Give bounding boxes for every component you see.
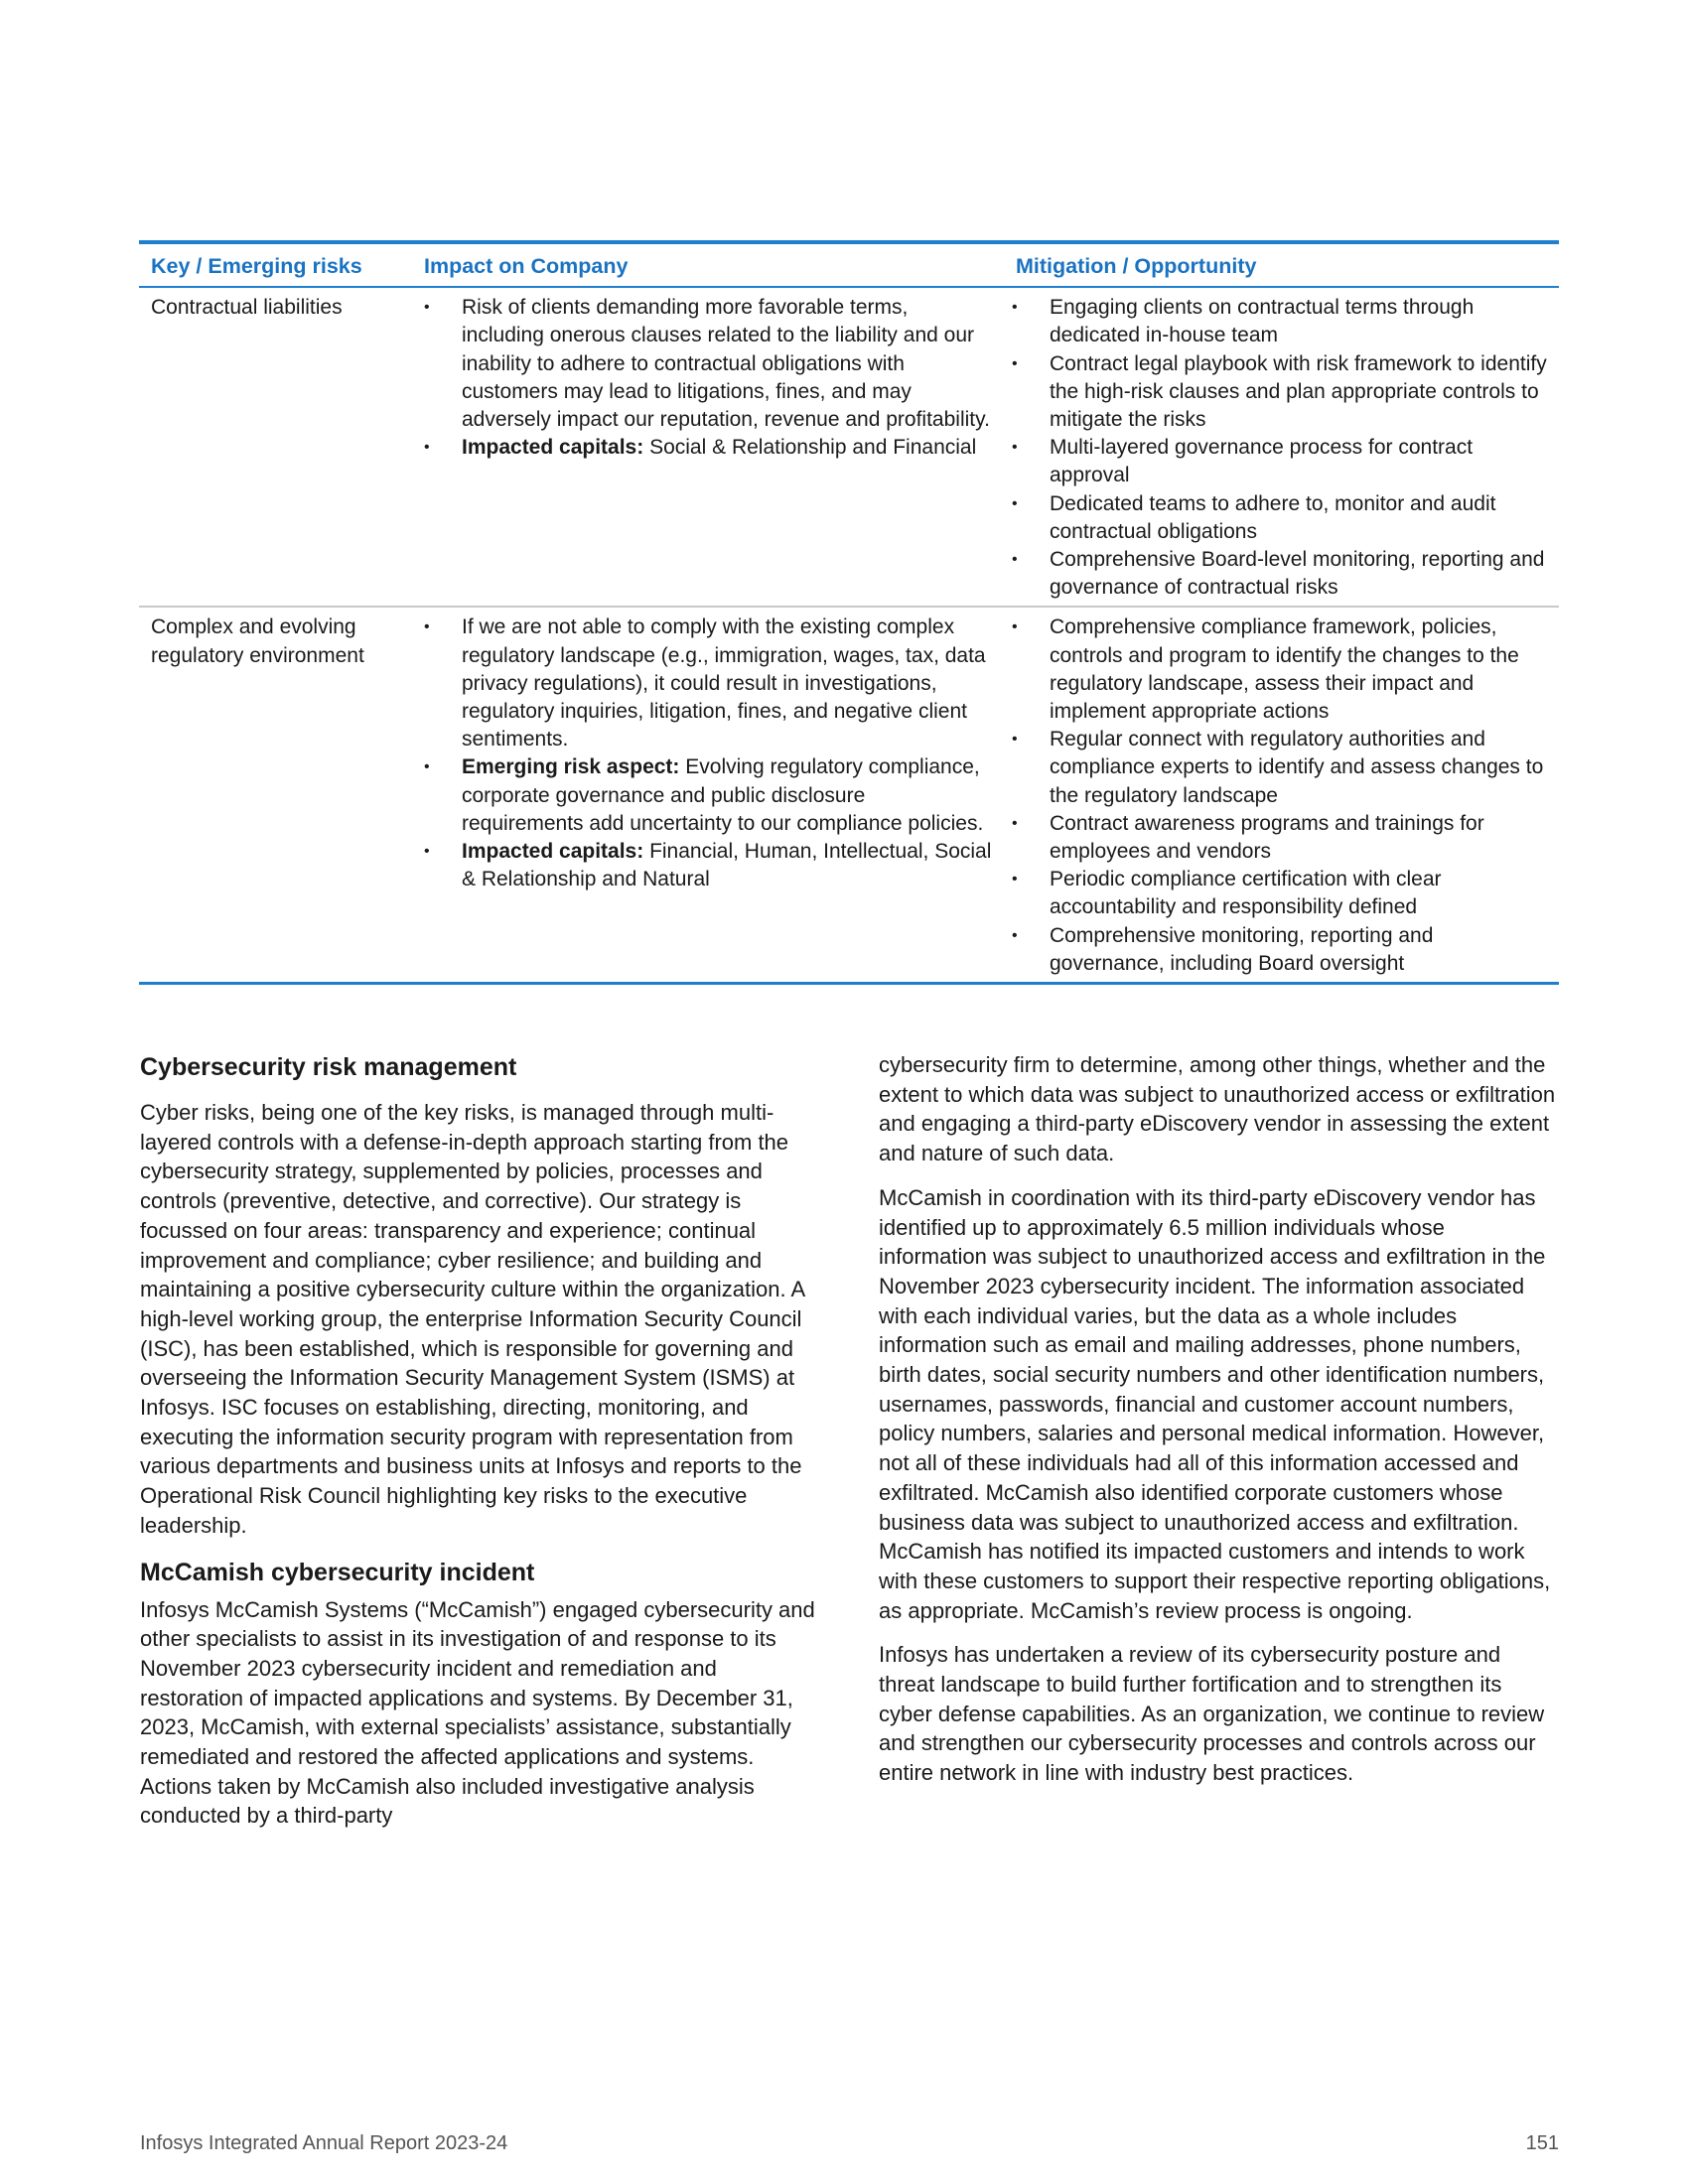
mitigation-item: • Multi-layered governance process for contract approval: [1050, 434, 1551, 489]
mitigation-item: • Regular connect with regulatory authorities and compliance experts to identify and assess changes to the regulatory landscape: [1050, 726, 1551, 810]
mitigation-item: • Comprehensive compliance framework, policies, controls and program to identify the changes to the regulatory landscape, assess their impact and implement appropriate actions: [1050, 614, 1551, 726]
risk-name: Complex and evolving regulatory environment: [139, 607, 400, 983]
header-impact: Impact on Company: [400, 242, 1000, 287]
mitigation-item: • Contract legal playbook with risk framework to identify the high-risk clauses and plan appropriate controls to mitigate the risks: [1050, 350, 1551, 435]
mitigation-item: • Comprehensive Board-level monitoring, reporting and governance of contractual risks: [1050, 546, 1551, 602]
table-row: [139, 287, 1559, 607]
mitigation-cell: [1000, 607, 1559, 983]
body-paragraph: Infosys McCamish Systems (“McCamish”) engaged cybersecurity and other specialists to assist in its investigation of and response to its November 2023 cybersecurity incident and remediation and restoration of impacted applications and systems. By December 31, 2023, McCamish, with external specialists’ assistance, substantially remediated and restored the affected applications and systems. Actions taken by McCamish also included investigative analysis conducted by a third-party: [140, 1596, 815, 1829]
right-column: [879, 1050, 1556, 1803]
risk-table: [139, 240, 1559, 985]
table-row: [139, 607, 1559, 983]
left-column: [140, 1050, 817, 1845]
impact-item: • Impacted capitals: Social & Relationship and Financial: [462, 434, 992, 462]
mitigation-item: • Comprehensive monitoring, reporting and governance, including Board oversight: [1050, 922, 1551, 978]
footer-page-number: 151: [1525, 2132, 1559, 2154]
header-key-risks: Key / Emerging risks: [139, 242, 400, 287]
body-paragraph: McCamish in coordination with its third-party eDiscovery vendor has identified up to approximately 6.5 million individuals whose information was subject to unauthorized access and exfiltration in the November 2023 cybersecurity incident. The information associated with each individual varies, but the data as a whole includes information such as email and mailing addresses, phone numbers, birth dates, social security numbers and other identification numbers, usernames, passwords, financial and customer account numbers, policy numbers, salaries and personal medical information. However, not all of these individuals had all of this information accessed and exfiltrated. McCamish also identified corporate customers whose business data was subject to unauthorized access and exfiltration. McCamish has notified its impacted customers and intends to work with these customers to support their respective reporting obligations, as appropriate. McCamish’s review process is ongoing.: [879, 1184, 1551, 1623]
impact-item: • If we are not able to comply with the existing complex regulatory landscape (e.g., immigration, wages, tax, data privacy regulations), it could result in investigations, regulatory inquiries, litigation, fines, and negative client sentiments.: [462, 614, 992, 753]
mitigation-item: • Engaging clients on contractual terms through dedicated in-house team: [1050, 294, 1551, 349]
mitigation-item: • Dedicated teams to adhere to, monitor and audit contractual obligations: [1050, 490, 1551, 546]
body-paragraph: Cyber risks, being one of the key risks, is managed through multi-layered controls with a defense-in-depth approach starting from the cybersecurity strategy, supplemented by policies, processes and controls (preventive, detective, and corrective). Our strategy is focussed on four areas: transparency and experience; continual improvement and compliance; cyber resilience; and building and maintaining a positive cybersecurity culture within the organization. A high-level working group, the enterprise Information Security Council (ISC), has been established, which is responsible for governing and overseeing the Information Security Management System (ISMS) at Infosys. ISC focuses on establishing, directing, monitoring, and executing the information security program with representation from various departments and business units at Infosys and reports to the Operational Risk Council highlighting key risks to the executive leadership.: [140, 1100, 804, 1538]
mitigation-item: • Periodic compliance certification with clear accountability and responsibility defined: [1050, 866, 1551, 921]
body-paragraph: Infosys has undertaken a review of its cybersecurity posture and threat landscape to build further fortification and to strengthen its cyber defense capabilities. As an organization, we continue to review and strengthen our cybersecurity processes and controls across our entire network in line with industry best practices.: [879, 1642, 1545, 1786]
mitigation-cell: [1000, 287, 1559, 607]
header-mitigation: Mitigation / Opportunity: [1000, 242, 1559, 287]
section-heading-mccamish: McCamish cybersecurity incident: [140, 1558, 535, 1586]
section-heading-cybersecurity: Cybersecurity risk management: [140, 1053, 517, 1081]
impact-cell: [400, 607, 1000, 983]
table-header-row: [139, 242, 1559, 287]
impact-item: • Emerging risk aspect: Evolving regulatory compliance, corporate governance and public disclosure requirements add uncertainty to our compliance policies.: [462, 753, 992, 838]
body-paragraph: cybersecurity firm to determine, among other things, whether and the extent to which data was subject to unauthorized access or exfiltration and engaging a third-party eDiscovery vendor in assessing the extent and nature of such data.: [879, 1052, 1556, 1166]
impact-item: • Impacted capitals: Financial, Human, Intellectual, Social & Relationship and Natural: [462, 838, 992, 893]
footer-report-title: Infosys Integrated Annual Report 2023-24: [140, 2132, 508, 2154]
impact-item: • Risk of clients demanding more favorable terms, including onerous clauses related to the liability and our inability to adhere to contractual obligations with customers may lead to litigations, fines, and may adversely impact our reputation, revenue and profitability.: [462, 294, 992, 434]
mitigation-item: • Contract awareness programs and trainings for employees and vendors: [1050, 810, 1551, 866]
risk-name: Contractual liabilities: [139, 287, 400, 607]
impact-cell: [400, 287, 1000, 607]
